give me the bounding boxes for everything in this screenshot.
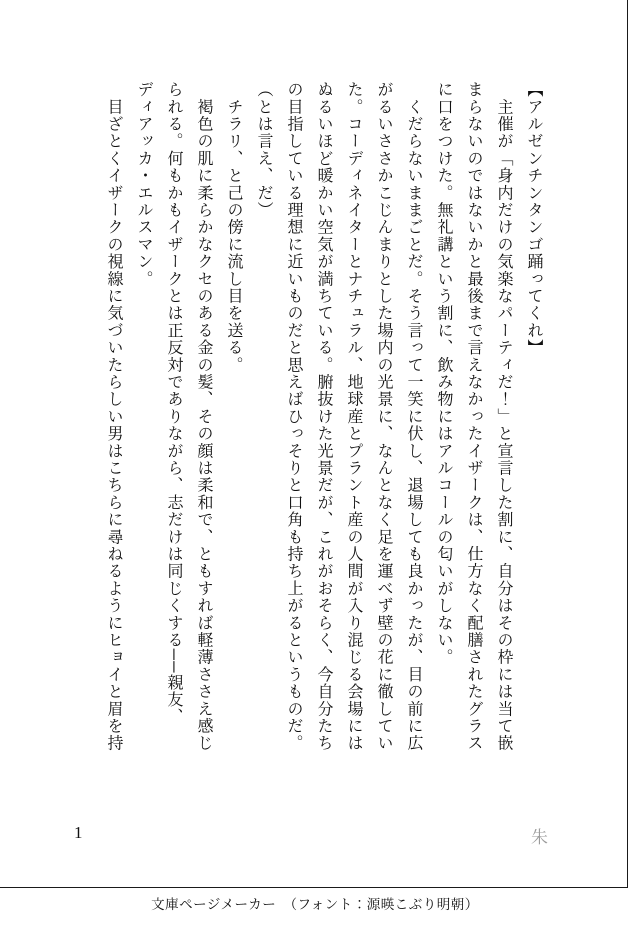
text-line: チラリ、と己の傍に流し目を送る。 (225, 81, 242, 374)
story-title: 【アルゼンチンタンゴ踊ってくれ】 (525, 81, 542, 357)
text-line: がるいささかこじんまりとした場内の光景に、なんとなく足を運べず壁の花に徹してい (375, 81, 392, 752)
text-line: まらないのではないかと最後まで言えなかったイザークは、仕方なく配膳されたグラス (465, 81, 482, 752)
text-line: に口をつけた。無礼講という割に、飲み物にはアルコールの匂いがしない。 (435, 81, 452, 666)
vertical-text-body (98, 81, 548, 771)
footer-caption: 文庫ページメーカー （フォント：源暎こぶり明朝） (151, 897, 479, 912)
text-line: ディアッカ・エルスマン。 (135, 81, 152, 288)
text-line: 目ざとくイザークの視線に気づいたらしい男はこちらに尋ねるようにヒョイと眉を持 (105, 81, 122, 752)
text-line: くだらないままごとだ。そう言って一笑に伏し、退場しても良かったが、目の前に広 (405, 81, 422, 752)
author-mark: 朱 (531, 828, 548, 847)
text-line: （とは言え、だ） (255, 81, 272, 219)
text-line: 褐色の肌に柔らかなクセのある金の髪、その顔は柔和で、ともすれば軽薄ささえ感じ (195, 81, 212, 752)
text-line: ぬるいほど暖かい空気が満ちている。腑抜けた光景だが、これがおそらく、今自分たち (315, 81, 332, 752)
text-line: の目指している理想に近いものだと思えばひっそりと口角も持ち上がるというものだ。 (285, 81, 302, 752)
text-line: た。コーディネイターとナチュラル、地球産とプラント産の人間が入り混じる会場には (345, 81, 362, 752)
text-line: られる。何もかもイザークとは正反対でありながら、志だけは同じくする──親友、 (165, 81, 182, 726)
page-number: 1 (74, 823, 83, 842)
text-line: 主催が「身内だけの気楽なパーティだ！」と宣言した割に、自分はその枠には当て嵌 (495, 81, 512, 752)
